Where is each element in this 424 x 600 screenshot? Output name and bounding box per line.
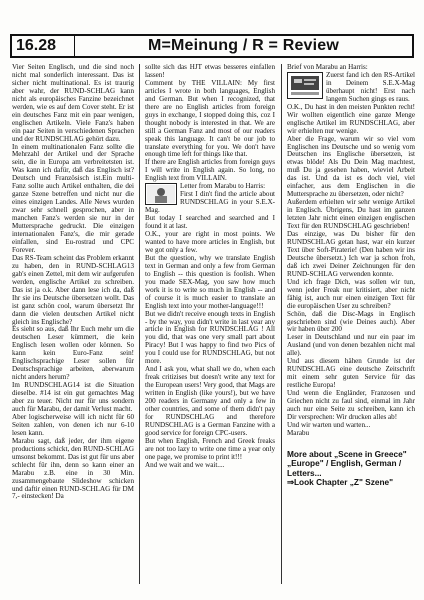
paragraph: Zuerst fand ich den RS-Artikel in Deinem S.E.X-Mag überhaupt nicht! Erst nach langem Suchen gings es raus. <box>287 72 415 104</box>
paragraph: But the question, why we translate English text in German and only a few from German to English -- this question is foolish. When you made SEX-Mag, you saw how much work it is to write so much in English -- and of course it is much easier to translate an English text into your mother-language!!! <box>145 253 275 310</box>
more-about-box <box>287 450 415 488</box>
paragraph: Aber die Frage, warum wir so viel vom Englischen ins Deutsche und so wenig vom Deutschen ins Englische übersetzen, ist etwas blöde! Als Du Dein Mag machtest, muß Du ja gesehen haben, wieviel Arbeit das ist. Und da ist es doch viel, viel einfacher, aus dem Englischen in die Muttersprache zu übersetzen, oder nicht? <box>287 134 415 199</box>
signature: Marabu <box>287 428 310 437</box>
column-divider <box>139 64 140 584</box>
paragraph: Im RUNDSCHLAG14 ist die Situation dieselbe. #14 ist ein gut gemachtes Mag aber zu teuer. Nicht nur für uns sondern auch für Marabu, der damit Verlust macht. <box>12 381 134 413</box>
paragraph: Schön, daß die Disc-Mags in Englisch geschrieben sind (wie Deines auch). Aber wir haben über 200 <box>287 309 415 334</box>
paragraph: Und wir warten und warten... <box>287 420 371 429</box>
paragraph: But when English, French and Greek freaks are not too lazy to write one time a year only one page, we promise to print it!!! <box>145 436 275 461</box>
paragraph: And I ask you, what shall we do, when each freak critizises but doesn't write any text for the European users! Very good, that Mags are written in English (like yours!), but we have 200 readers in Germany and only a few in other countries, and some of them didn't pay for RUNDSCHLAG and therefore RUNDSCHLAG is a German Fanzine with a good service for foreign CPC-users. <box>145 365 275 437</box>
paragraph: Vier Seiten Englisch, und die sind noch nicht mal sonderlich interessant. Das ist sicher nicht multinational. Es ist traurig aber wahr, der RUND-SCHLAG kann nicht als europäisches Fanzine bezeichnet werden, wie es auf dem Cover steht. Er ist ein deutsches Fanz mit ein paar wenigen, englischen Artikeln. Viele Fanz's haben ein paar Seiten in verschiedenen Sprachen und der RUNDSCHLAG gehört dazu. <box>12 63 134 143</box>
paragraph: Marabu sagt, daß jeder, der ihm eigene productions schickt, den RUND-SCHLAG umsonst bekommt. Das ist gut für uns aber schlecht für ihn, denn so kann einer an Marabu z.B. eine in 30 Min. zusammengebaute Slideshow schicken und daftir einen RUND-SCHLAG für DM 7,- einstecken! Da <box>12 436 134 501</box>
column-divider <box>281 64 282 584</box>
paragraph: Es sieht so aus, daß Ihr Euch mehr um die deutschen Leser kümmert, die kein Englisch lesen wollen oder können. So kann kein Euro-Fanz sein! Englischsprachige Leser sollen für Deutschsprachige arbeiten, aberwarum nicht anders herum? <box>12 325 134 382</box>
more-about-line-2: „Europe" / English, German / Letters... <box>287 458 402 478</box>
paragraph: Das RS-Team scheint das Problem erkannt zu haben, den in RUND-SCHLAG13 gab's einen Zettel, mit dem wir aufgerufen werden, englische Artikel zu schreiben. Das ist ja o.k. Aber dann lese ich da, daß Ihr sie ins Deutsche übersetzen wollt. Das ist ganz schön cool, warum übersetzt Ihr dann die vielen deutschen Artikel nicht gleich ins Englische? <box>12 253 134 326</box>
paragraph: Und wenn die Engländer, Franzosen und Griechen nicht zu faul sind, einmal im Jahr auch nur eine Seite zu schreiben, kann ich Dir versprechen: Wir drucken alles ab! <box>287 389 415 421</box>
screenshot-thumbnail-icon <box>287 72 323 99</box>
letter-heading: Letter from Marabu to Harris: <box>180 182 266 191</box>
page-title: M=Meinung / R = Review <box>147 37 340 54</box>
paragraph: Außerdem erhielten wir sehr wenige Artikel in Englisch. Übrigens, Du hast im ganzen letzten Jahr nicht einen einzigen englischen Text für den RUNDSCHLAG geschrieben! <box>287 198 415 231</box>
paragraph: And we wait and we wait.... <box>145 460 225 469</box>
paragraph: If there are English articles from foreign guys I will write in English again. So long, no English text from VILLAIN. <box>145 158 275 183</box>
paragraph: But today I searched and searched and I found it at last. <box>145 214 275 231</box>
column-3 <box>287 64 415 488</box>
paragraph: sollte sich das HJT etwas besseres einfallen lassen! <box>145 63 275 79</box>
comment-villain: Comment by THE VILLAIN: My first articles I wrote in both languages, English and German. But when I recognized, that there are no English articles from foreign guys in exchange, I stopped doing this, coz I thought nobody is interested in that. We are still a German Fanz and most of our readers speak this language. It can't be our job to translate everything for you. We don't have enough time left for things like that. <box>145 78 275 159</box>
paragraph: First I din't find the article about RUNDSCHLAG in your S.E.X-Mag. <box>145 190 275 215</box>
paragraph: Das einzige, was Du bisher für den RUNDSCHLAG getan hast, war ein kurzer Text über Soft-Piraterie! (Den haben wir ins Deutsche übersetzt.) Ich war ja schon froh, daß ich zwei Deiner Zeichnungen für den RUND-SCHLAG verwenden konnte. <box>287 230 415 278</box>
paragraph: Leser in Deutschland und nur ein paar im Ausland (und von denen bezahlen nicht mal alle). <box>287 333 415 358</box>
paragraph: Und ich frage Dich, was sollen wir tun, wenn jeder Freak nur kritisiert, aber nicht fähig ist, auch nur einen einzigen Text für die europäischen User zu schreiben? <box>287 277 415 310</box>
paragraph: Aber logischerweise will ich nicht für 60 Seiten zahlen, von denen ich nur 6-10 lesen kann. <box>12 412 134 437</box>
paragraph: O.K., your are right in most points. We wanted to have more articles in English, but we got only a few. <box>145 230 275 254</box>
page-number: 16.28 <box>12 36 75 56</box>
paragraph: O.K., Du hast in den meisten Punkten recht! Wir wollten eigentlich eine ganze Menge englische Artikel im RUNDSCHLAG, aber wir erhielten nur wenige. <box>287 102 415 135</box>
more-about-line-3: ⇒Look Chapter „Z" Szene" <box>287 477 394 488</box>
villain-portrait-icon <box>145 183 177 205</box>
column-1 <box>12 64 134 501</box>
column-2 <box>145 64 275 470</box>
page-header <box>10 34 414 58</box>
letter-heading-de: Brief von Marabu an Harris: <box>287 63 368 71</box>
more-about-line-1: More about „Scene in Greece" <box>287 448 407 459</box>
paragraph: In einem multinationalen Fanz sollte die Mehrzahl der Artikel und der Sprache sein, die in Europa am verbreitetsten ist. Was kann ich dafür, daß das Englisch ist? Deutsch und Französisch ist.Ein multi-Fanz sollte auch Artikel enthalten, die dei ganze Szene betreffen und nicht nur die eines einzigen Landes. Alle News wurden zwar sehr schnell gesprochen, aber in manchen Fanz's werden sie nur in der Muttersprache gedruckt. Die einzigen internationalen Fanz's, die mir gerade einfallen, sind Eu-rostrad und CPC Forever. <box>12 142 134 254</box>
paragraph: Und aus diesem hähen Grunde ist der RUNDSCHLAG eine deutsche Zeitschrift mit einem sehr guten Service für das restliche Europa! <box>287 357 415 390</box>
paragraph: But we didn't receive enough texts in English - by the way, you didn't write in last year any article in English for RUNDSCHLAG ! All you did, that was one very small part about Piracy! But I was happy to find two Pics of you I could use for RUNDSCHLAG, but not more. <box>145 309 275 366</box>
